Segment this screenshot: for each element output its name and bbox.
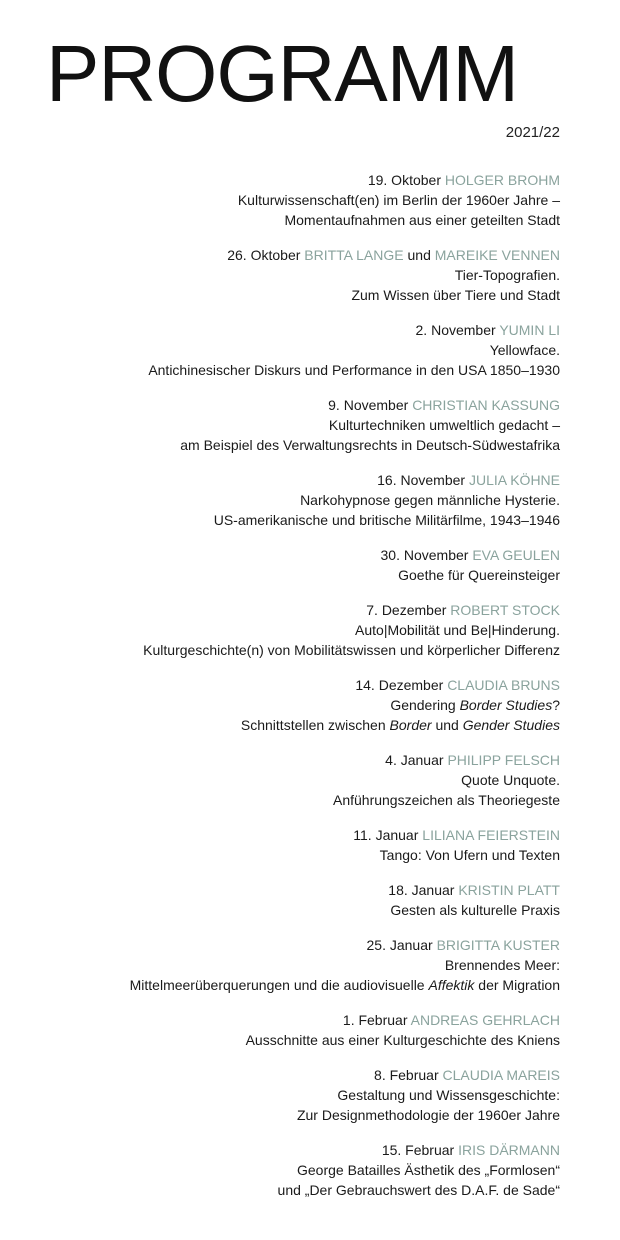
title-text: US-amerikanische und britische Militärfilme, 1943–1946	[213, 512, 560, 528]
event-date: 18. Januar	[388, 882, 455, 898]
event-date: 25. Januar	[366, 937, 433, 953]
event-speaker: ROBERT STOCK	[450, 602, 560, 618]
event-speaker: KRISTIN PLATT	[458, 882, 560, 898]
event-title-line	[20, 715, 560, 735]
title-text: Momentaufnahmen aus einer geteilten Stadt	[284, 212, 560, 228]
title-text: der Migration	[474, 977, 560, 993]
event-header	[20, 1140, 560, 1160]
event-speaker: IRIS DÄRMANN	[458, 1142, 560, 1158]
event-speaker: CHRISTIAN KASSUNG	[412, 397, 560, 413]
event-speaker: MAREIKE VENNEN	[434, 247, 560, 263]
title-text: am Beispiel des Verwaltungsrechts in Deutsch-Südwestafrika	[180, 437, 560, 453]
event-title-line	[20, 975, 560, 995]
program-event	[20, 320, 560, 380]
event-title-line	[20, 900, 560, 920]
event-header	[20, 1065, 560, 1085]
page-title: PROGRAMM	[46, 29, 518, 118]
event-speaker: BRIGITTA KUSTER	[436, 937, 560, 953]
title-text: Brennendes Meer:	[444, 957, 560, 973]
event-title-line	[20, 360, 560, 380]
event-title-line	[20, 640, 560, 660]
title-text: und	[431, 717, 463, 733]
title-text: George Batailles Ästhetik des „Formlosen“	[297, 1162, 560, 1178]
program-event	[20, 675, 560, 735]
title-text: Ausschnitte aus einer Kulturgeschichte des Kniens	[245, 1032, 560, 1048]
event-title-line	[20, 190, 560, 210]
event-speaker: JULIA KÖHNE	[468, 472, 560, 488]
title-text: Gestaltung und Wissensgeschichte:	[337, 1087, 560, 1103]
event-date: 19. Oktober	[367, 172, 441, 188]
title-text: Antichinesischer Diskurs und Performance in den USA 1850–1930	[148, 362, 560, 378]
title-text: Gesten als kulturelle Praxis	[390, 902, 560, 918]
event-header	[20, 395, 560, 415]
italic-term: Border Studies	[459, 697, 553, 713]
event-title-line	[20, 1030, 560, 1050]
event-title-line	[20, 1085, 560, 1105]
italic-term: Affektik	[428, 977, 475, 993]
event-title-line	[20, 770, 560, 790]
title-text: Tier-Topografien.	[454, 267, 560, 283]
title-text: Tango: Von Ufern und Texten	[379, 847, 560, 863]
italic-term: Border	[389, 717, 432, 733]
title-text: Kulturgeschichte(n) von Mobilitätswissen und körperlicher Differenz	[143, 642, 560, 658]
title-text: ?	[552, 697, 560, 713]
program-event	[20, 245, 560, 305]
event-title-line	[20, 510, 560, 530]
title-text: Zum Wissen über Tiere und Stadt	[351, 287, 560, 303]
title-text: Quote Unquote.	[461, 772, 560, 788]
event-title-line	[20, 1105, 560, 1125]
event-title-line	[20, 1160, 560, 1180]
event-header	[20, 825, 560, 845]
event-date: 4. Januar	[385, 752, 444, 768]
event-title-line	[20, 620, 560, 640]
event-date: 8. Februar	[374, 1067, 439, 1083]
program-event	[20, 880, 560, 920]
event-header	[20, 600, 560, 620]
program-event	[20, 470, 560, 530]
event-date: 1. Februar	[342, 1012, 408, 1028]
event-speaker: CLAUDIA MAREIS	[442, 1067, 560, 1083]
event-title-line	[20, 340, 560, 360]
event-speaker: CLAUDIA BRUNS	[447, 677, 560, 693]
event-header	[20, 880, 560, 900]
event-title-line	[20, 415, 560, 435]
program-event	[20, 1140, 560, 1200]
event-speaker: EVA GEULEN	[472, 547, 560, 563]
title-text: Gendering	[390, 697, 460, 713]
event-header	[20, 675, 560, 695]
event-title-line	[20, 435, 560, 455]
event-title-line	[20, 790, 560, 810]
event-date: 14. Dezember	[355, 677, 444, 693]
title-text: Narkohypnose gegen männliche Hysterie.	[300, 492, 560, 508]
event-header	[20, 1010, 560, 1030]
event-title-line	[20, 265, 560, 285]
event-speaker: ANDREAS GEHRLACH	[410, 1012, 560, 1028]
title-text: Kulturwissenschaft(en) im Berlin der 1960er Jahre –	[237, 192, 560, 208]
event-header	[20, 470, 560, 490]
program-event	[20, 1010, 560, 1050]
speaker-joiner: und	[407, 247, 431, 263]
event-date: 11. Januar	[353, 827, 419, 843]
program-list	[20, 170, 560, 1215]
event-speaker: BRITTA LANGE	[304, 247, 404, 263]
event-title-line	[20, 695, 560, 715]
title-text: Mittelmeerüberquerungen und die audiovisuelle	[129, 977, 429, 993]
event-header	[20, 750, 560, 770]
season-year: 2021/22	[505, 124, 560, 141]
title-text: Anführungszeichen als Theoriegeste	[332, 792, 560, 808]
event-date: 15. Februar	[381, 1142, 455, 1158]
event-speaker: LILIANA FEIERSTEIN	[422, 827, 560, 843]
program-event	[20, 600, 560, 660]
program-event	[20, 395, 560, 455]
title-text: Yellowface.	[489, 342, 560, 358]
title-text: Kulturtechniken umweltlich gedacht –	[328, 417, 560, 433]
event-date: 26. Oktober	[227, 247, 301, 263]
event-date: 7. Dezember	[366, 602, 447, 618]
event-title-line	[20, 1180, 560, 1200]
event-header	[20, 545, 560, 565]
italic-term: Gender Studies	[462, 717, 560, 733]
event-title-line	[20, 285, 560, 305]
title-text: Schnittstellen zwischen	[240, 717, 390, 733]
event-header	[20, 320, 560, 340]
event-speaker: PHILIPP FELSCH	[447, 752, 560, 768]
program-event	[20, 1065, 560, 1125]
title-text: Auto|Mobilität und Be|Hinderung.	[355, 622, 560, 638]
event-title-line	[20, 845, 560, 865]
event-date: 9. November	[328, 397, 409, 413]
event-date: 16. November	[377, 472, 466, 488]
event-title-line	[20, 490, 560, 510]
title-text: und „Der Gebrauchswert des D.A.F. de Sade“	[277, 1182, 560, 1198]
title-text: Goethe für Quereinsteiger	[398, 567, 560, 583]
event-header	[20, 170, 560, 190]
event-title-line	[20, 955, 560, 975]
event-header	[20, 245, 560, 265]
event-title-line	[20, 210, 560, 230]
program-event	[20, 750, 560, 810]
event-header	[20, 935, 560, 955]
event-speaker: YUMIN LI	[499, 322, 560, 338]
event-title-line	[20, 565, 560, 585]
event-speaker: HOLGER BROHM	[444, 172, 560, 188]
program-event	[20, 825, 560, 865]
program-event	[20, 545, 560, 585]
event-date: 2. November	[415, 322, 496, 338]
event-date: 30. November	[380, 547, 469, 563]
title-text: Zur Designmethodologie der 1960er Jahre	[296, 1107, 560, 1123]
program-event	[20, 170, 560, 230]
program-event	[20, 935, 560, 995]
